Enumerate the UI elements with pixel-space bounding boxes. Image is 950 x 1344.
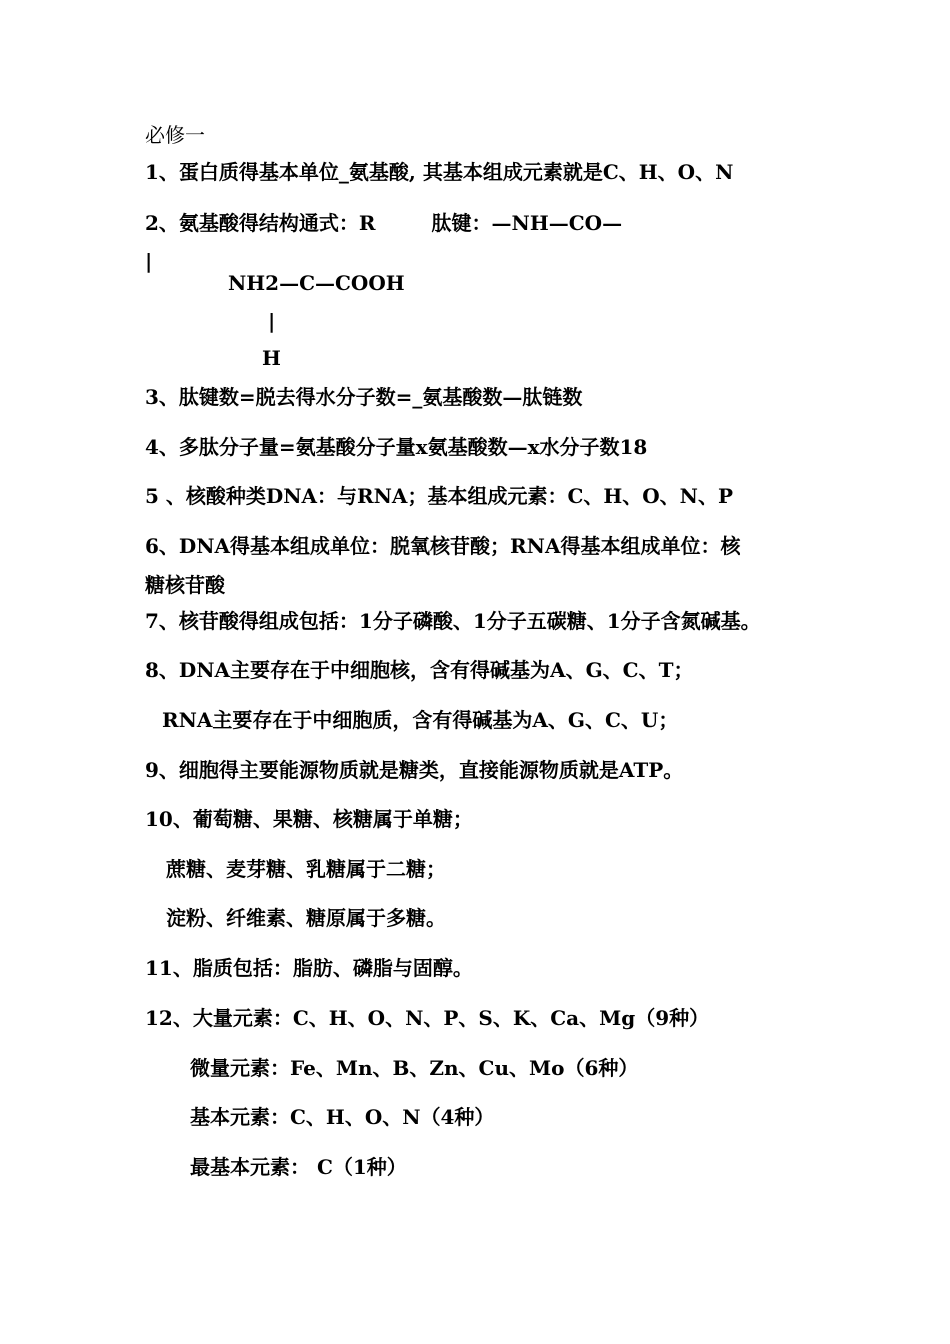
item-8-line-1: 8、DNA主要存在于中细胞核，含有得碱基为A、G、C、T； <box>145 658 694 682</box>
item-2 <box>145 210 622 236</box>
item-11: 11、脂质包括：脂肪、磷脂与固醇。 <box>145 956 473 980</box>
item-5: 5 、核酸种类DNA：与RNA；基本组成元素：C、H、O、N、P <box>145 484 733 508</box>
item-6-line-2: 糖核苷酸 <box>145 573 225 597</box>
item-1: 1、蛋白质得基本单位_氨基酸, 其基本组成元素就是C、H、O、N <box>145 160 734 184</box>
formula-bond-bar: | <box>145 249 153 273</box>
item-12-line-1: 12、大量元素：C、H、O、N、P、S、K、Ca、Mg（9种） <box>145 1006 710 1030</box>
item-10-line-2: 蔗糖、麦芽糖、乳糖属于二糖； <box>166 857 446 881</box>
item-12-line-4: 最基本元素： C（1种） <box>190 1155 407 1179</box>
item-12-line-2: 微量元素：Fe、Mn、B、Zn、Cu、Mo（6种） <box>190 1056 639 1080</box>
formula-hydrogen: H <box>262 346 281 370</box>
item-10-line-1: 10、葡萄糖、果糖、核糖属于单糖； <box>145 807 473 831</box>
item-10-line-3: 淀粉、纤维素、糖原属于多糖。 <box>166 906 446 930</box>
item-4: 4、多肽分子量=氨基酸分子量x氨基酸数—x水分子数18 <box>145 435 648 459</box>
formula-main-chain: NH2—C—COOH <box>228 271 405 295</box>
item-2-peptide-bond: 肽键：—NH—CO— <box>431 211 623 235</box>
item-8-line-2: RNA主要存在于中细胞质，含有得碱基为A、G、C、U； <box>162 708 679 732</box>
item-12-line-3: 基本元素：C、H、O、N（4种） <box>190 1105 495 1129</box>
item-7: 7、核苷酸得组成包括：1分子磷酸、1分子五碳糖、1分子含氮碱基。 <box>145 609 761 633</box>
item-3: 3、肽键数=脱去得水分子数=_氨基酸数—肽链数 <box>145 385 583 409</box>
section-heading: 必修一 <box>145 123 205 147</box>
item-9: 9、细胞得主要能源物质就是糖类，直接能源物质就是ATP。 <box>145 758 684 782</box>
formula-bond-bar-lower: | <box>268 309 276 333</box>
item-6-line-1: 6、DNA得基本组成单位：脱氧核苷酸；RNA得基本组成单位：核 <box>145 534 741 558</box>
item-2-formula-label: 2、氨基酸得结构通式：R <box>145 211 376 235</box>
